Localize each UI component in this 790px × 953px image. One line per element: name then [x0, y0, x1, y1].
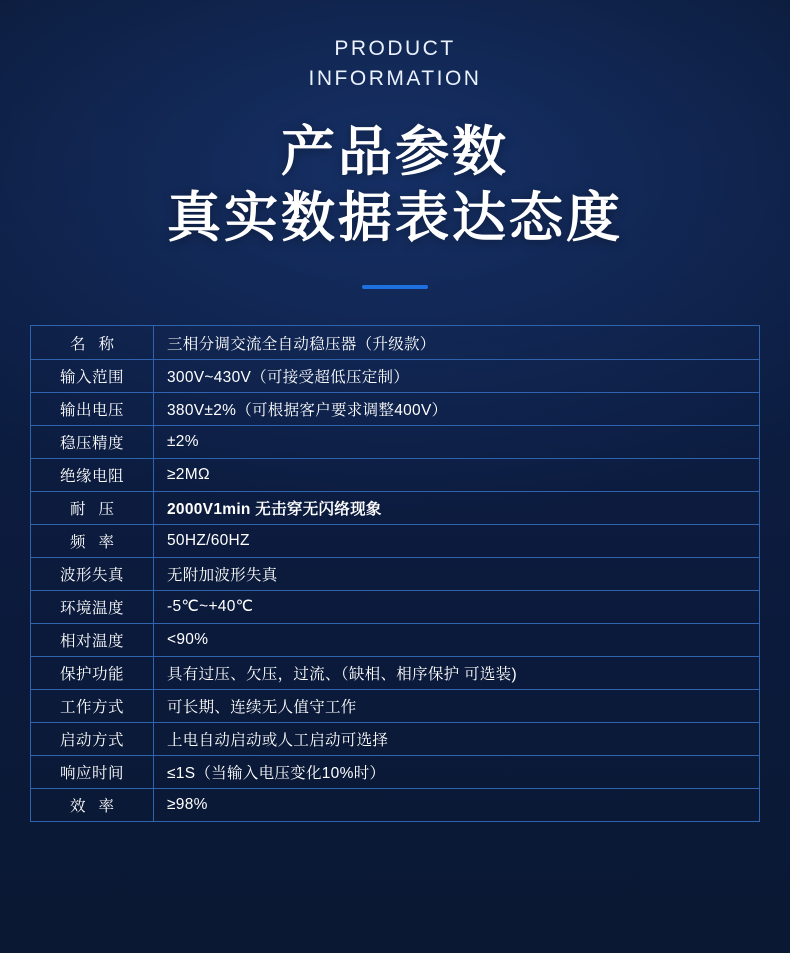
- table-row: [31, 590, 759, 623]
- spec-label: 输出电压: [31, 392, 154, 425]
- eyebrow-text: [185, 34, 605, 94]
- spec-label: 绝缘电阻: [31, 458, 154, 491]
- title-divider: [362, 285, 428, 289]
- spec-value: ≥2MΩ: [154, 458, 760, 491]
- spec-label: 稳压精度: [31, 425, 154, 458]
- spec-value: 上电自动启动或人工启动可选择: [154, 722, 760, 755]
- table-row: [31, 722, 759, 755]
- page-title-line-2: 真实数据表达态度: [167, 187, 623, 248]
- spec-label: 启动方式: [31, 722, 154, 755]
- spec-label: [31, 524, 154, 557]
- spec-label-text: 耐压: [69, 500, 127, 518]
- table-row: [31, 557, 759, 590]
- table-row: [31, 788, 759, 821]
- spec-label: 输入范围: [31, 359, 154, 392]
- spec-label: 波形失真: [31, 557, 154, 590]
- table-row: [31, 425, 759, 458]
- table-row: [31, 326, 759, 359]
- table-row: [31, 689, 759, 722]
- spec-label: 响应时间: [31, 755, 154, 788]
- spec-label: 工作方式: [31, 689, 154, 722]
- spec-value: -5℃~+40℃: [154, 590, 760, 623]
- spec-table-body: [31, 326, 759, 821]
- table-row: [31, 755, 759, 788]
- table-row: [31, 392, 759, 425]
- spec-label: [31, 491, 154, 524]
- spec-label-text: 名称: [69, 335, 127, 353]
- spec-value: 380V±2%（可根据客户要求调整400V）: [154, 392, 760, 425]
- table-row: [31, 458, 759, 491]
- table-row: [31, 524, 759, 557]
- spec-value: 50HZ/60HZ: [154, 524, 760, 557]
- spec-value: 无附加波形失真: [154, 557, 760, 590]
- page-header: [0, 0, 790, 289]
- page-title-line-1: 产品参数: [281, 121, 509, 182]
- spec-table-container: [30, 325, 760, 822]
- spec-label: [31, 326, 154, 359]
- spec-label: 相对温度: [31, 623, 154, 656]
- spec-value: ≤1S（当输入电压变化10%时）: [154, 755, 760, 788]
- spec-label: [31, 788, 154, 821]
- spec-label: 保护功能: [31, 656, 154, 689]
- spec-value: ±2%: [154, 425, 760, 458]
- spec-table: [31, 326, 759, 822]
- eyebrow-line-1: PRODUCT: [334, 37, 456, 60]
- spec-value: <90%: [154, 623, 760, 656]
- table-row: [31, 359, 759, 392]
- table-row: [31, 491, 759, 524]
- spec-value: 300V~430V（可接受超低压定制）: [154, 359, 760, 392]
- spec-value: 三相分调交流全自动稳压器（升级款）: [154, 326, 760, 359]
- spec-value-text: 2000V1min 无击穿无闪络现象: [167, 500, 382, 518]
- eyebrow-line-2: INFORMATION: [308, 66, 482, 90]
- page-title: [0, 120, 790, 252]
- spec-label-text: 效率: [69, 797, 127, 815]
- spec-value: [154, 491, 760, 524]
- spec-value: 可长期、连续无人值守工作: [154, 689, 760, 722]
- table-row: [31, 623, 759, 656]
- spec-value: ≥98%: [154, 788, 760, 821]
- spec-value: 具有过压、欠压，过流、（缺相、相序保护 可选装): [154, 656, 760, 689]
- spec-label: 环境温度: [31, 590, 154, 623]
- table-row: [31, 656, 759, 689]
- spec-label-text: 频率: [69, 533, 127, 551]
